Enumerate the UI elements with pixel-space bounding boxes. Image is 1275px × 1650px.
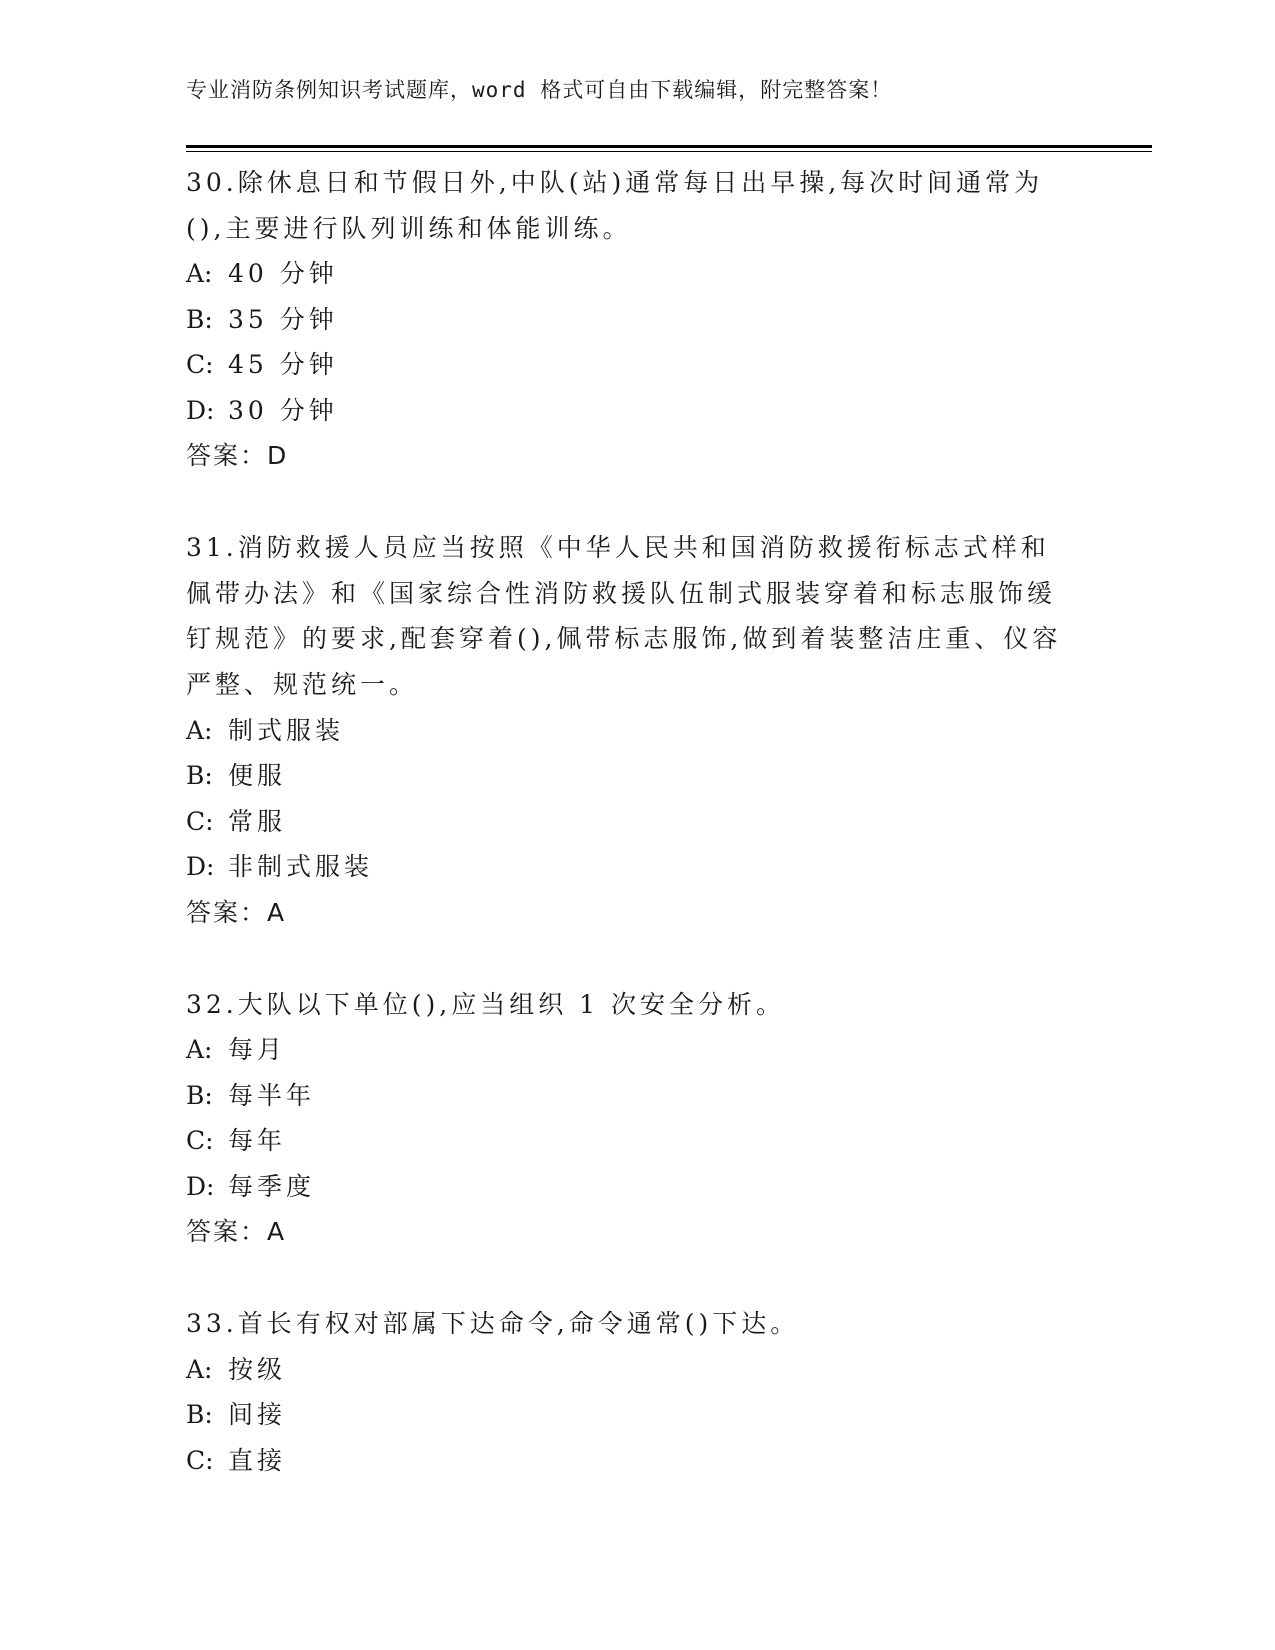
option-letter: A: <box>186 1035 213 1065</box>
header-rule-thick <box>186 145 1152 148</box>
answer-label: 答案：D <box>186 441 289 471</box>
option-text: 制式服装 <box>228 715 345 745</box>
option-letter: B: <box>186 1080 213 1110</box>
page-header: 专业消防条例知识考试题库，word 格式可自由下载编辑，附完整答案！ <box>186 78 893 102</box>
option-letter: B: <box>186 304 213 334</box>
option-a <box>186 1027 1086 1073</box>
option-letter: A: <box>186 1354 213 1384</box>
option-a <box>186 708 1086 754</box>
question-stem <box>186 160 1086 251</box>
header-rule-thin <box>186 151 1152 152</box>
option-b <box>186 1392 1086 1438</box>
question-number: 31. <box>186 533 238 563</box>
option-text: 每半年 <box>228 1080 316 1110</box>
option-b <box>186 753 1086 799</box>
option-text: 间接 <box>228 1400 287 1430</box>
option-letter: C: <box>186 1445 214 1475</box>
option-c <box>186 1438 1086 1484</box>
question-list <box>186 160 1086 1529</box>
option-d <box>186 1164 1086 1210</box>
option-c <box>186 799 1086 845</box>
option-letter: D: <box>186 395 215 425</box>
option-text: 每季度 <box>228 1171 316 1201</box>
option-d <box>186 388 1086 434</box>
question-31 <box>186 525 1086 935</box>
option-text: 35 分钟 <box>228 304 338 334</box>
option-letter: D: <box>186 852 215 882</box>
question-number: 33. <box>186 1309 238 1339</box>
question-32 <box>186 982 1086 1256</box>
question-number: 30. <box>186 168 238 197</box>
option-text: 常服 <box>228 806 287 836</box>
question-stem <box>186 1301 1086 1347</box>
option-b <box>186 297 1086 343</box>
option-letter: A: <box>186 715 213 745</box>
question-30 <box>186 160 1086 479</box>
option-letter: A: <box>186 259 213 289</box>
option-text: 便服 <box>228 761 287 791</box>
option-text: 非制式服装 <box>228 852 374 882</box>
question-line: 佩带办法》和《国家综合性消防救援队伍制式服装穿着和标志服饰缓 <box>186 578 1057 608</box>
question-33 <box>186 1301 1086 1483</box>
answer-label: 答案：A <box>186 1217 287 1247</box>
question-line: 大队以下单位(),应当组织 1 次安全分析。 <box>237 989 786 1019</box>
option-c <box>186 342 1086 388</box>
option-text: 45 分钟 <box>228 350 338 380</box>
option-text: 每月 <box>228 1035 287 1065</box>
option-letter: C: <box>186 350 214 380</box>
option-text: 按级 <box>228 1354 287 1384</box>
question-line: 钉规范》的要求,配套穿着(),佩带标志服饰,做到着装整洁庄重、仪容 <box>186 624 1062 654</box>
option-a <box>186 1347 1086 1393</box>
question-line: 除休息日和节假日外,中队(站)通常每日出早操,每次时间通常为 <box>237 168 1044 197</box>
option-c <box>186 1118 1086 1164</box>
question-line: 严整、规范统一。 <box>186 669 419 699</box>
question-line: 消防救援人员应当按照《中华人民共和国消防救援衔标志式样和 <box>237 533 1050 563</box>
option-letter: B: <box>186 761 213 791</box>
question-stem <box>186 982 1086 1028</box>
question-line: (),主要进行队列训练和体能训练。 <box>186 213 632 243</box>
option-a <box>186 251 1086 297</box>
option-letter: C: <box>186 1126 214 1156</box>
option-d <box>186 844 1086 890</box>
option-b <box>186 1073 1086 1119</box>
option-text: 直接 <box>228 1445 287 1475</box>
option-text: 40 分钟 <box>228 259 338 289</box>
question-number: 32. <box>186 989 238 1019</box>
answer-label: 答案：A <box>186 897 287 927</box>
question-line: 首长有权对部属下达命令,命令通常()下达。 <box>237 1309 800 1339</box>
option-text: 每年 <box>228 1126 287 1156</box>
option-letter: C: <box>186 806 214 836</box>
option-text: 30 分钟 <box>228 395 338 425</box>
question-stem <box>186 525 1086 707</box>
option-letter: B: <box>186 1400 213 1430</box>
option-letter: D: <box>186 1171 215 1201</box>
